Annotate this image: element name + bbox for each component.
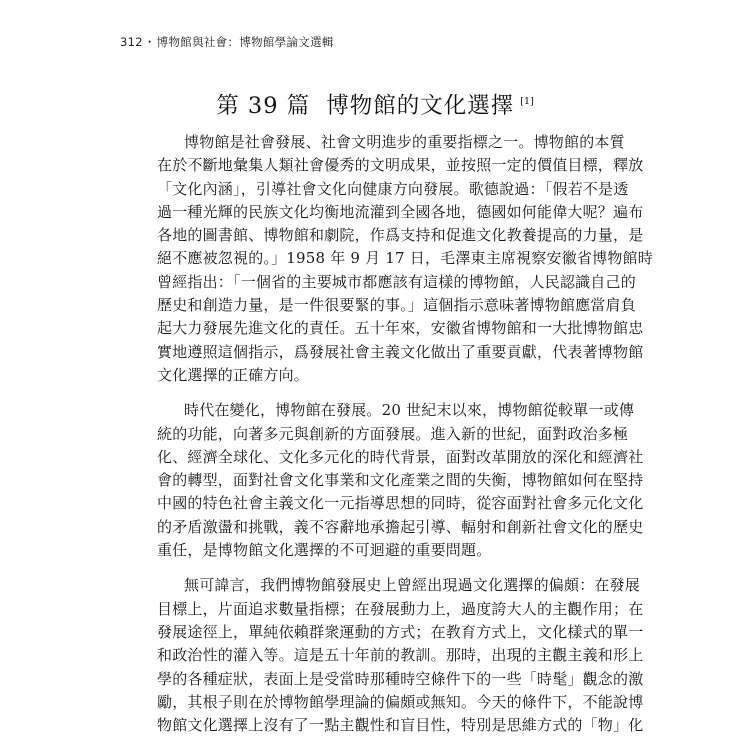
header-separator: ・	[143, 35, 156, 49]
paragraph-gap	[157, 562, 582, 574]
text-line: 勵，其根子則在於博物館學理論的偏頗或無知。今天的條件下，不能說博	[157, 692, 644, 711]
text-line: 中國的特色社會主義文化一元指導思想的同時，從容面對社會多元化文化	[157, 494, 644, 513]
text-line: 物館文化選擇上沒有了一點主觀性和盲目性，特別是思維方式的「物」化	[157, 716, 644, 735]
text-line: 各地的圖書館、博物館和劇院，作爲支持和促進文化教養提高的力量，是	[157, 226, 644, 245]
chapter-heading: 博物館的文化選擇	[326, 93, 515, 119]
text-line: 絕不應被忽視的。」1958 年 9 月 17 日，毛澤東主席視察安徽省博物館時	[157, 249, 653, 268]
text-line: 目標上，片面追求數量指標；在發展動力上，過度誇大人的主觀作用；在	[157, 599, 644, 618]
footnote-reference: [1]	[520, 96, 534, 107]
running-header	[120, 34, 334, 50]
text-line: 曾經指出：「一個省的主要城市都應該有這樣的博物館，人民認識自己的	[157, 272, 636, 291]
text-line: 實地遵照這個指示，爲發展社會主義文化做出了重要貢獻，代表著博物館	[157, 342, 644, 361]
text-line: 文化選擇的正確方向。	[157, 365, 310, 384]
text-line: 無可諱言，我們博物館發展史上曾經出現過文化選擇的偏頗：在發展	[184, 576, 641, 595]
paragraph	[157, 399, 644, 562]
text-line: 學的各種症狀，表面上是受當時那種時空條件下的一些「時髦」觀念的激	[157, 669, 644, 688]
text-line: 歷史和創造力量，是一件很要緊的事。」這個指示意味著博物館應當肩負	[157, 296, 636, 315]
text-line: 重任，是博物館文化選擇的不可迴避的重要問題。	[157, 541, 492, 560]
text-line: 化、經濟全球化、文化多元化的時代背景，面對改革開放的深化和經濟社	[157, 447, 644, 466]
text-line: 過一種光輝的民族文化均衡地流灌到全國各地，德國如何能偉大呢？遍布	[157, 202, 644, 221]
text-line: 「文化內涵」，引導社會文化向健康方向發展。歌德說過：「假若不是透	[157, 179, 629, 198]
book-title: 博物館與社會：博物館學論文選輯	[156, 35, 334, 49]
paragraph	[157, 131, 653, 387]
paragraph	[157, 574, 644, 737]
text-line: 和政治性的灌入等。這是五十年前的教訓。那時，出現的主觀主義和形上	[157, 646, 644, 665]
text-line: 時代在變化，博物館在發展。20 世紀末以來，博物館從較單一或傳	[184, 401, 635, 420]
text-line: 在於不斷地彙集人類社會優秀的文明成果，並按照一定的價值目標，釋放	[157, 156, 644, 175]
text-line: 的矛盾激盪和挑戰，義不容辭地承擔起引導、輻射和創新社會文化的歷史	[157, 517, 644, 536]
text-line: 博物館是社會發展、社會文明進步的重要指標之一。博物館的本質	[184, 133, 625, 151]
text-line: 起大力發展先進文化的責任。五十年來，安徽省博物館和一大批博物館忠	[157, 319, 644, 338]
body-text	[157, 131, 653, 737]
text-line: 發展途徑上，單純依賴群衆運動的方式；在教育方式上，文化樣式的單一	[157, 622, 644, 641]
text-line: 會的轉型，面對社會文化事業和文化產業之間的失衡，博物館如何在堅持	[157, 471, 644, 490]
text-line: 統的功能，向著多元與創新的方面發展。進入新的世紀，面對政治多極	[157, 424, 629, 443]
paragraph-gap	[157, 387, 582, 399]
page-number: 312	[120, 35, 143, 49]
chapter-title	[0, 88, 750, 120]
chapter-number: 第 39 篇	[216, 93, 311, 119]
